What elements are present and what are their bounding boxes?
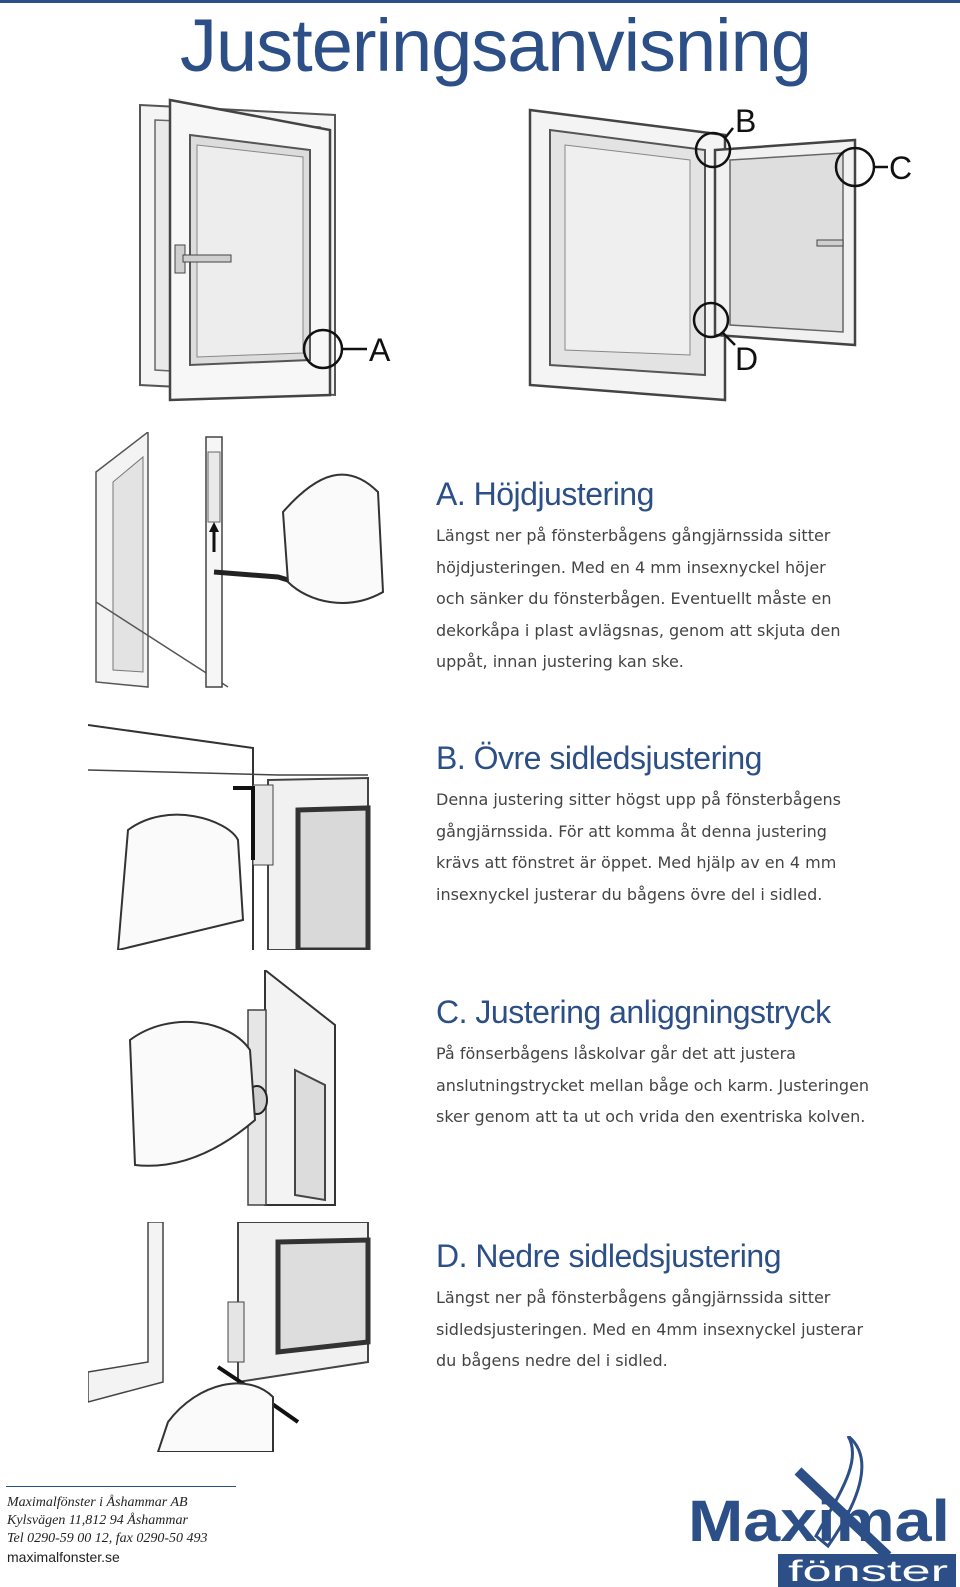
body-line: sker genom att ta ut och vrida den exentriska kolven. bbox=[436, 1107, 866, 1126]
window-illustration-open bbox=[525, 100, 945, 405]
maximal-fonster-logo bbox=[688, 1436, 956, 1587]
detail-illustration-c bbox=[120, 970, 340, 1208]
footer-contact bbox=[7, 1494, 247, 1566]
section-heading: C. Justering anliggningstryck bbox=[436, 994, 831, 1030]
body-line: höjdjusteringen. Med en 4 mm insexnyckel höjer bbox=[436, 557, 826, 577]
body-line: sidledsjusteringen. Med en 4mm insexnyckel justerar bbox=[436, 1319, 864, 1339]
section-body bbox=[436, 1038, 936, 1133]
body-line: Denna justering sitter högst upp på fönsterbågens bbox=[436, 790, 842, 809]
company-name: Maximalfönster i Åshammar AB bbox=[7, 1495, 188, 1510]
section-body bbox=[436, 784, 936, 910]
detail-illustration-d bbox=[88, 1222, 388, 1452]
logo-subword: fönster bbox=[788, 1555, 949, 1587]
body-line: gångjärnssida. För att komma åt denna justering bbox=[436, 821, 827, 841]
body-line: insexnyckel justerar du bågens övre del i sidled. bbox=[436, 884, 823, 904]
section-hojdjustering bbox=[436, 474, 936, 678]
body-line: du bågens nedre del i sidled. bbox=[436, 1351, 668, 1370]
section-body bbox=[436, 1282, 936, 1377]
body-line: uppåt, innan justering kan ske. bbox=[436, 652, 684, 671]
window-illustration-tilt bbox=[135, 95, 405, 405]
callout-a: A bbox=[369, 332, 391, 368]
section-anliggningstryck bbox=[436, 992, 936, 1133]
body-line: dekorkåpa i plast avlägsnas, genom att skjuta den bbox=[436, 620, 841, 640]
callout-b: B bbox=[735, 103, 757, 139]
company-phone: Tel 0290-59 00 12, fax 0290-50 493 bbox=[7, 1531, 208, 1546]
section-heading: A. Höjdjustering bbox=[436, 476, 654, 512]
body-line: Längst ner på fönsterbågens gångjärnssida sitter bbox=[436, 1288, 831, 1307]
page-title: Justeringsanvisning bbox=[180, 4, 811, 87]
logo-wordmark: Maximal bbox=[688, 1489, 950, 1554]
footer-rule bbox=[6, 1486, 236, 1487]
body-line: krävs att fönstret är öppet. Med hjälp av en 4 mm bbox=[436, 853, 837, 872]
section-body bbox=[436, 520, 936, 678]
section-heading: D. Nedre sidledsjustering bbox=[436, 1238, 781, 1274]
company-website[interactable]: maximalfonster.se bbox=[7, 1549, 120, 1565]
section-nedre-sidledsjustering bbox=[436, 1236, 936, 1377]
section-ovre-sidledsjustering bbox=[436, 738, 936, 910]
body-line: och sänker du fönsterbågen. Eventuellt måste en bbox=[436, 589, 832, 608]
section-heading: B. Övre sidledsjustering bbox=[436, 740, 762, 776]
body-line: Längst ner på fönsterbågens gångjärnssida sitter bbox=[436, 526, 831, 545]
company-address: Kylsvägen 11,812 94 Åshammar bbox=[7, 1513, 188, 1528]
body-line: anslutningstrycket mellan båge och karm. Justeringen bbox=[436, 1075, 870, 1095]
detail-illustration-b bbox=[88, 720, 388, 950]
callout-d: D bbox=[735, 341, 759, 377]
detail-illustration-a bbox=[88, 432, 388, 690]
callout-c: C bbox=[889, 150, 913, 186]
body-line: På fönserbågens låskolvar går det att justera bbox=[436, 1044, 796, 1063]
